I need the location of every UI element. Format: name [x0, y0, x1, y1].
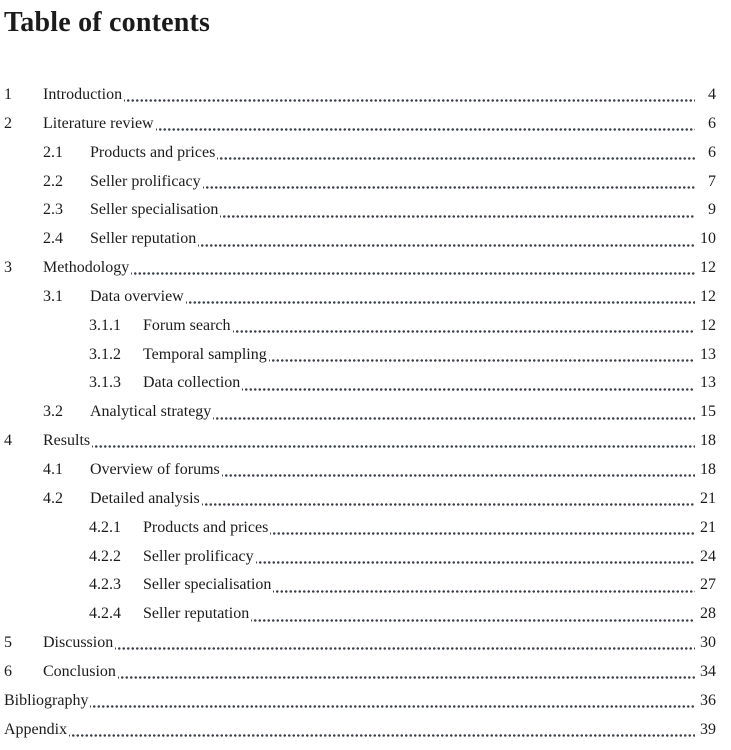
toc-entry-number: 4.1: [43, 460, 63, 478]
dot-leader: [222, 456, 695, 485]
dot-leader: [203, 168, 695, 197]
toc-entry[interactable]: [4, 687, 716, 716]
toc-entry-number: 4.2.3: [89, 576, 121, 594]
toc-entry-title: Temporal sampling: [143, 345, 267, 363]
dot-leader: [92, 427, 695, 456]
toc-entry-title: Appendix: [4, 720, 68, 738]
toc-entry-title: Introduction: [43, 86, 123, 103]
toc-entry-number: 4.2.4: [89, 605, 121, 623]
toc-entry[interactable]: [89, 369, 716, 398]
toc-entry-page: 4: [708, 86, 716, 103]
toc-entry[interactable]: [89, 341, 716, 370]
toc-entry[interactable]: [4, 81, 716, 110]
toc-entry-number: 2: [4, 114, 12, 132]
toc-entry-page: 30: [700, 634, 716, 652]
toc-entry-number: 2.4: [43, 230, 63, 248]
toc-entry-number: 3.1.2: [89, 345, 121, 363]
toc-entry-title: Results: [43, 432, 91, 450]
toc-entry-title: Data overview: [90, 287, 184, 305]
toc-entry[interactable]: [43, 168, 716, 197]
toc-entry-page: 9: [708, 201, 716, 219]
toc-entry-number: 4.2.2: [89, 547, 121, 565]
toc-entry[interactable]: [4, 254, 716, 283]
toc-entry-page: 18: [700, 460, 716, 478]
toc-entry[interactable]: [4, 629, 716, 658]
toc-entry-page: 6: [708, 114, 716, 132]
dot-leader: [202, 485, 695, 514]
toc-entry[interactable]: [4, 110, 716, 139]
dot-leader: [131, 254, 695, 283]
dot-leader: [273, 571, 695, 600]
toc-entry-number: 4.2.1: [89, 518, 121, 536]
dot-leader: [233, 312, 695, 341]
toc-entry-title: Seller specialisation: [143, 576, 272, 594]
toc-entry-title: Forum search: [143, 316, 231, 334]
toc-entry[interactable]: [89, 600, 716, 629]
toc-entry-title: Seller reputation: [143, 605, 250, 623]
toc-entry[interactable]: [43, 139, 716, 168]
toc-entry-title: Seller prolificacy: [90, 172, 201, 190]
dot-leader: [251, 600, 695, 629]
toc-entry-number: 1: [4, 86, 12, 103]
toc-entry-title: Data collection: [143, 374, 241, 392]
toc-entry[interactable]: [43, 485, 716, 514]
dot-leader: [69, 716, 695, 745]
dot-leader: [220, 196, 695, 225]
toc-entry-number: 3.1.1: [89, 316, 121, 334]
toc-entry-title: Seller prolificacy: [143, 547, 254, 565]
toc-entry-number: 2.1: [43, 143, 63, 161]
toc-entry-title: Discussion: [43, 634, 114, 652]
toc-entry[interactable]: [43, 225, 716, 254]
toc-entry-title: Products and prices: [90, 143, 216, 161]
dot-leader: [213, 398, 695, 427]
dot-leader: [115, 629, 695, 658]
toc-entry-number: 4.2: [43, 489, 63, 507]
toc-entry-number: 5: [4, 634, 12, 652]
toc-entry[interactable]: [89, 514, 716, 543]
dot-leader: [90, 687, 695, 716]
toc-entry[interactable]: [4, 427, 716, 456]
toc-entry-title: Conclusion: [43, 662, 116, 680]
toc-entry-title: Products and prices: [143, 518, 269, 536]
page-title: Table of contents: [4, 7, 211, 38]
table-of-contents: [4, 81, 716, 744]
toc-entry-number: 3.1: [43, 287, 63, 305]
toc-entry-number: 2.2: [43, 172, 63, 190]
toc-entry-page: 12: [700, 287, 716, 305]
toc-entry-page: 12: [700, 259, 716, 277]
dot-leader: [186, 283, 695, 312]
toc-entry[interactable]: [4, 658, 716, 687]
toc-entry-page: 21: [700, 518, 716, 536]
dot-leader: [217, 139, 695, 168]
toc-entry-title: Bibliography: [4, 691, 89, 709]
toc-entry[interactable]: [4, 716, 716, 745]
toc-entry[interactable]: [89, 571, 716, 600]
toc-entry-number: 6: [4, 662, 12, 680]
dot-leader: [242, 369, 695, 398]
dot-leader: [270, 514, 695, 543]
toc-entry-page: 15: [700, 403, 716, 421]
toc-entry-page: 36: [700, 691, 716, 709]
toc-entry-number: 4: [4, 432, 12, 450]
toc-entry-page: 13: [700, 374, 716, 392]
toc-entry-number: 3.2: [43, 403, 63, 421]
toc-entry[interactable]: [43, 398, 716, 427]
toc-entry-page: 34: [700, 662, 716, 680]
toc-entry-title: Methodology: [43, 259, 130, 277]
dot-leader: [256, 543, 695, 572]
dot-leader: [124, 81, 695, 110]
toc-entry-number: 3: [4, 259, 12, 277]
toc-entry-page: 27: [700, 576, 716, 594]
dot-leader: [198, 225, 695, 254]
toc-entry[interactable]: [43, 456, 716, 485]
toc-entry-title: Overview of forums: [90, 460, 220, 478]
dot-leader: [118, 658, 695, 687]
toc-entry-page: 21: [700, 489, 716, 507]
toc-entry-page: 13: [700, 345, 716, 363]
toc-entry-page: 24: [700, 547, 716, 565]
toc-entry-number: 3.1.3: [89, 374, 121, 392]
toc-entry-page: 6: [708, 143, 716, 161]
dot-leader: [269, 341, 695, 370]
toc-entry-title: Seller specialisation: [90, 201, 219, 219]
toc-entry-page: 39: [700, 720, 716, 738]
toc-entry[interactable]: [89, 312, 716, 341]
toc-entry-page: 12: [700, 316, 716, 334]
toc-entry-page: 18: [700, 432, 716, 450]
toc-entry-number: 2.3: [43, 201, 63, 219]
toc-entry-page: 10: [700, 230, 716, 248]
toc-entry[interactable]: [43, 196, 716, 225]
toc-entry-title: Detailed analysis: [90, 489, 200, 507]
toc-entry-title: Seller reputation: [90, 230, 197, 248]
toc-entry-title: Literature review: [43, 114, 154, 132]
toc-entry-title: Analytical strategy: [90, 403, 212, 421]
toc-entry[interactable]: [43, 283, 716, 312]
dot-leader: [156, 110, 695, 139]
toc-entry[interactable]: [89, 543, 716, 572]
toc-entry-page: 28: [700, 605, 716, 623]
toc-entry-page: 7: [708, 172, 716, 190]
